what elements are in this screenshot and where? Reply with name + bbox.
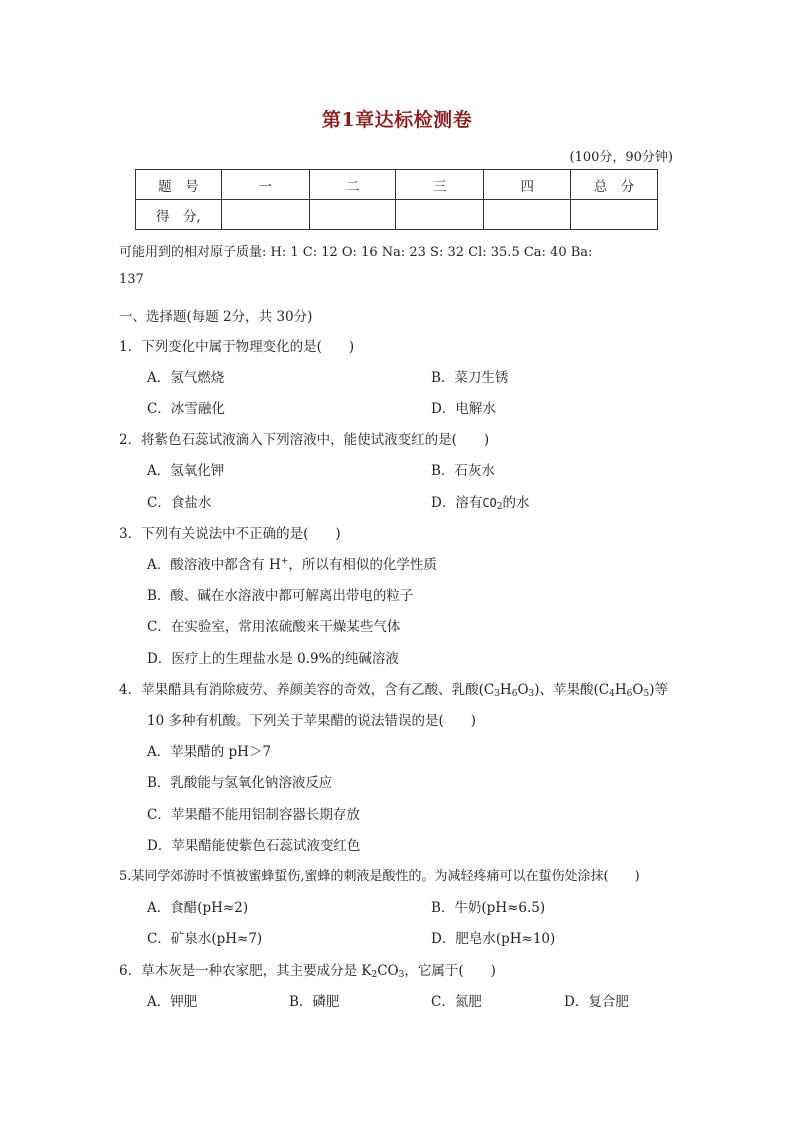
question-1-option-b: B．菜刀生锈 <box>431 370 509 386</box>
score-table <box>135 169 658 230</box>
question-1-option-c: C．冰雪融化 <box>147 401 225 417</box>
question-3-option-c: C．在实验室，常用浓硫酸来干燥某些气体 <box>147 619 401 635</box>
subscript: 6 <box>511 689 518 699</box>
option-text: D．溶有 <box>431 495 483 511</box>
atomic-mass-line-2: 137 <box>119 272 144 287</box>
subscript: 5 <box>643 689 650 699</box>
question-6-option-b: B．磷肥 <box>289 994 340 1010</box>
subscript: 2 <box>496 502 503 512</box>
question-2-option-b: B．石灰水 <box>431 463 495 479</box>
question-5-stem: 5.某同学郊游时不慎被蜜蜂蜇伤,蜜蜂的刺液是酸性的。为减轻疼痛可以在蜇伤处涂抹( ) <box>119 869 640 884</box>
atomic-mass-line-1: 可能用到的相对原子质量: H: 1 C: 12 O: 16 Na: 23 S: 32 Cl: 35.5 Ca: 40 Ba: <box>119 245 593 260</box>
question-3-stem: 3．下列有关说法中不正确的是( ) <box>119 526 341 542</box>
question-3-option-d: D．医疗上的生理盐水是 0.9%的纯碱溶液 <box>147 651 399 667</box>
subscript: 4 <box>609 689 615 699</box>
option-text: 的水 <box>502 495 530 511</box>
question-3-option-a <box>147 553 437 573</box>
page-title: 第1章达标检测卷 <box>321 109 473 131</box>
option-text: A．酸溶液中都含有 H <box>147 557 281 573</box>
question-4-stem <box>119 678 668 699</box>
stem-text: ，它属于( ) <box>404 963 496 979</box>
question-2-option-d <box>431 491 530 512</box>
score-table-score-row <box>136 200 658 230</box>
question-5-option-d: D．肥皂水(pH≈10) <box>431 931 556 947</box>
stem-text: )等 <box>649 682 668 698</box>
question-6-stem <box>119 959 496 980</box>
question-2-option-c: C．食盐水 <box>147 495 212 511</box>
stem-text: O <box>632 682 644 698</box>
question-6-option-a: A．钾肥 <box>147 994 198 1010</box>
superscript: + <box>280 556 289 567</box>
formula-text: CO <box>482 496 497 510</box>
question-4-stem-line-2: 10 多种有机酸。下列关于苹果醋的说法错误的是( ) <box>147 713 477 729</box>
stem-text: O <box>517 682 529 698</box>
subscript: 6 <box>626 689 633 699</box>
stem-text: H <box>499 682 512 698</box>
score-cell <box>309 200 396 230</box>
score-cell <box>484 200 571 230</box>
section-heading: 一、选择题(每题 2分，共 30分) <box>119 309 313 325</box>
score-header-cell: 题 号 <box>136 170 222 200</box>
stem-text: CO <box>377 963 399 979</box>
stem-text: 6．草木灰是一种农家肥，其主要成分是 K <box>119 963 372 979</box>
score-header-cell: 四 <box>484 170 571 200</box>
question-2-option-a: A．氢氧化钾 <box>147 463 225 479</box>
question-1-stem: 1．下列变化中属于物理变化的是( ) <box>119 339 355 355</box>
score-cell <box>571 200 658 230</box>
subscript: 3 <box>528 689 535 699</box>
stem-text: )、苹果酸(C <box>534 682 610 698</box>
stem-text: 4．苹果醋具有消除疲劳、养颜美容的奇效，含有乙酸、乳酸(C <box>119 682 495 698</box>
question-5-option-c: C．矿泉水(pH≈7) <box>147 931 263 947</box>
question-5-option-a: A．食醋(pH≈2) <box>147 900 249 916</box>
question-2-stem: 2．将紫色石蕊试液滴入下列溶液中，能使试液变红的是( ) <box>119 432 490 448</box>
question-6-option-d: D．复合肥 <box>564 994 629 1010</box>
score-cell <box>396 200 484 230</box>
question-4-option-b: B．乳酸能与氢氧化钠溶液反应 <box>147 775 333 791</box>
question-3-option-b: B．酸、碱在水溶液中都可解离出带电的粒子 <box>147 588 414 604</box>
question-4-option-a: A．苹果醋的 pH＞7 <box>147 744 272 760</box>
question-4-option-d: D．苹果醋能使紫色石蕊试液变红色 <box>147 838 361 854</box>
score-row-label: 得 分, <box>136 200 222 230</box>
score-header-cell: 二 <box>309 170 396 200</box>
score-header-cell: 总 分 <box>571 170 658 200</box>
question-5-option-b: B．牛奶(pH≈6.5) <box>431 900 546 916</box>
question-6-option-c: C．氮肥 <box>431 994 482 1010</box>
score-header-cell: 三 <box>396 170 484 200</box>
score-cell <box>221 200 309 230</box>
score-table-header-row <box>136 170 658 200</box>
subscript: 3 <box>494 689 500 699</box>
score-header-cell: 一 <box>221 170 309 200</box>
score-time-note: (100分，90分钟) <box>569 150 673 165</box>
question-1-option-d: D．电解水 <box>431 401 496 417</box>
option-text: ，所以有相似的化学性质 <box>288 557 437 573</box>
subscript: 3 <box>398 970 405 980</box>
subscript: 2 <box>371 970 378 980</box>
stem-text: H <box>614 682 627 698</box>
question-4-option-c: C．苹果醋不能用铝制容器长期存放 <box>147 807 360 823</box>
question-1-option-a: A．氢气燃烧 <box>147 370 225 386</box>
